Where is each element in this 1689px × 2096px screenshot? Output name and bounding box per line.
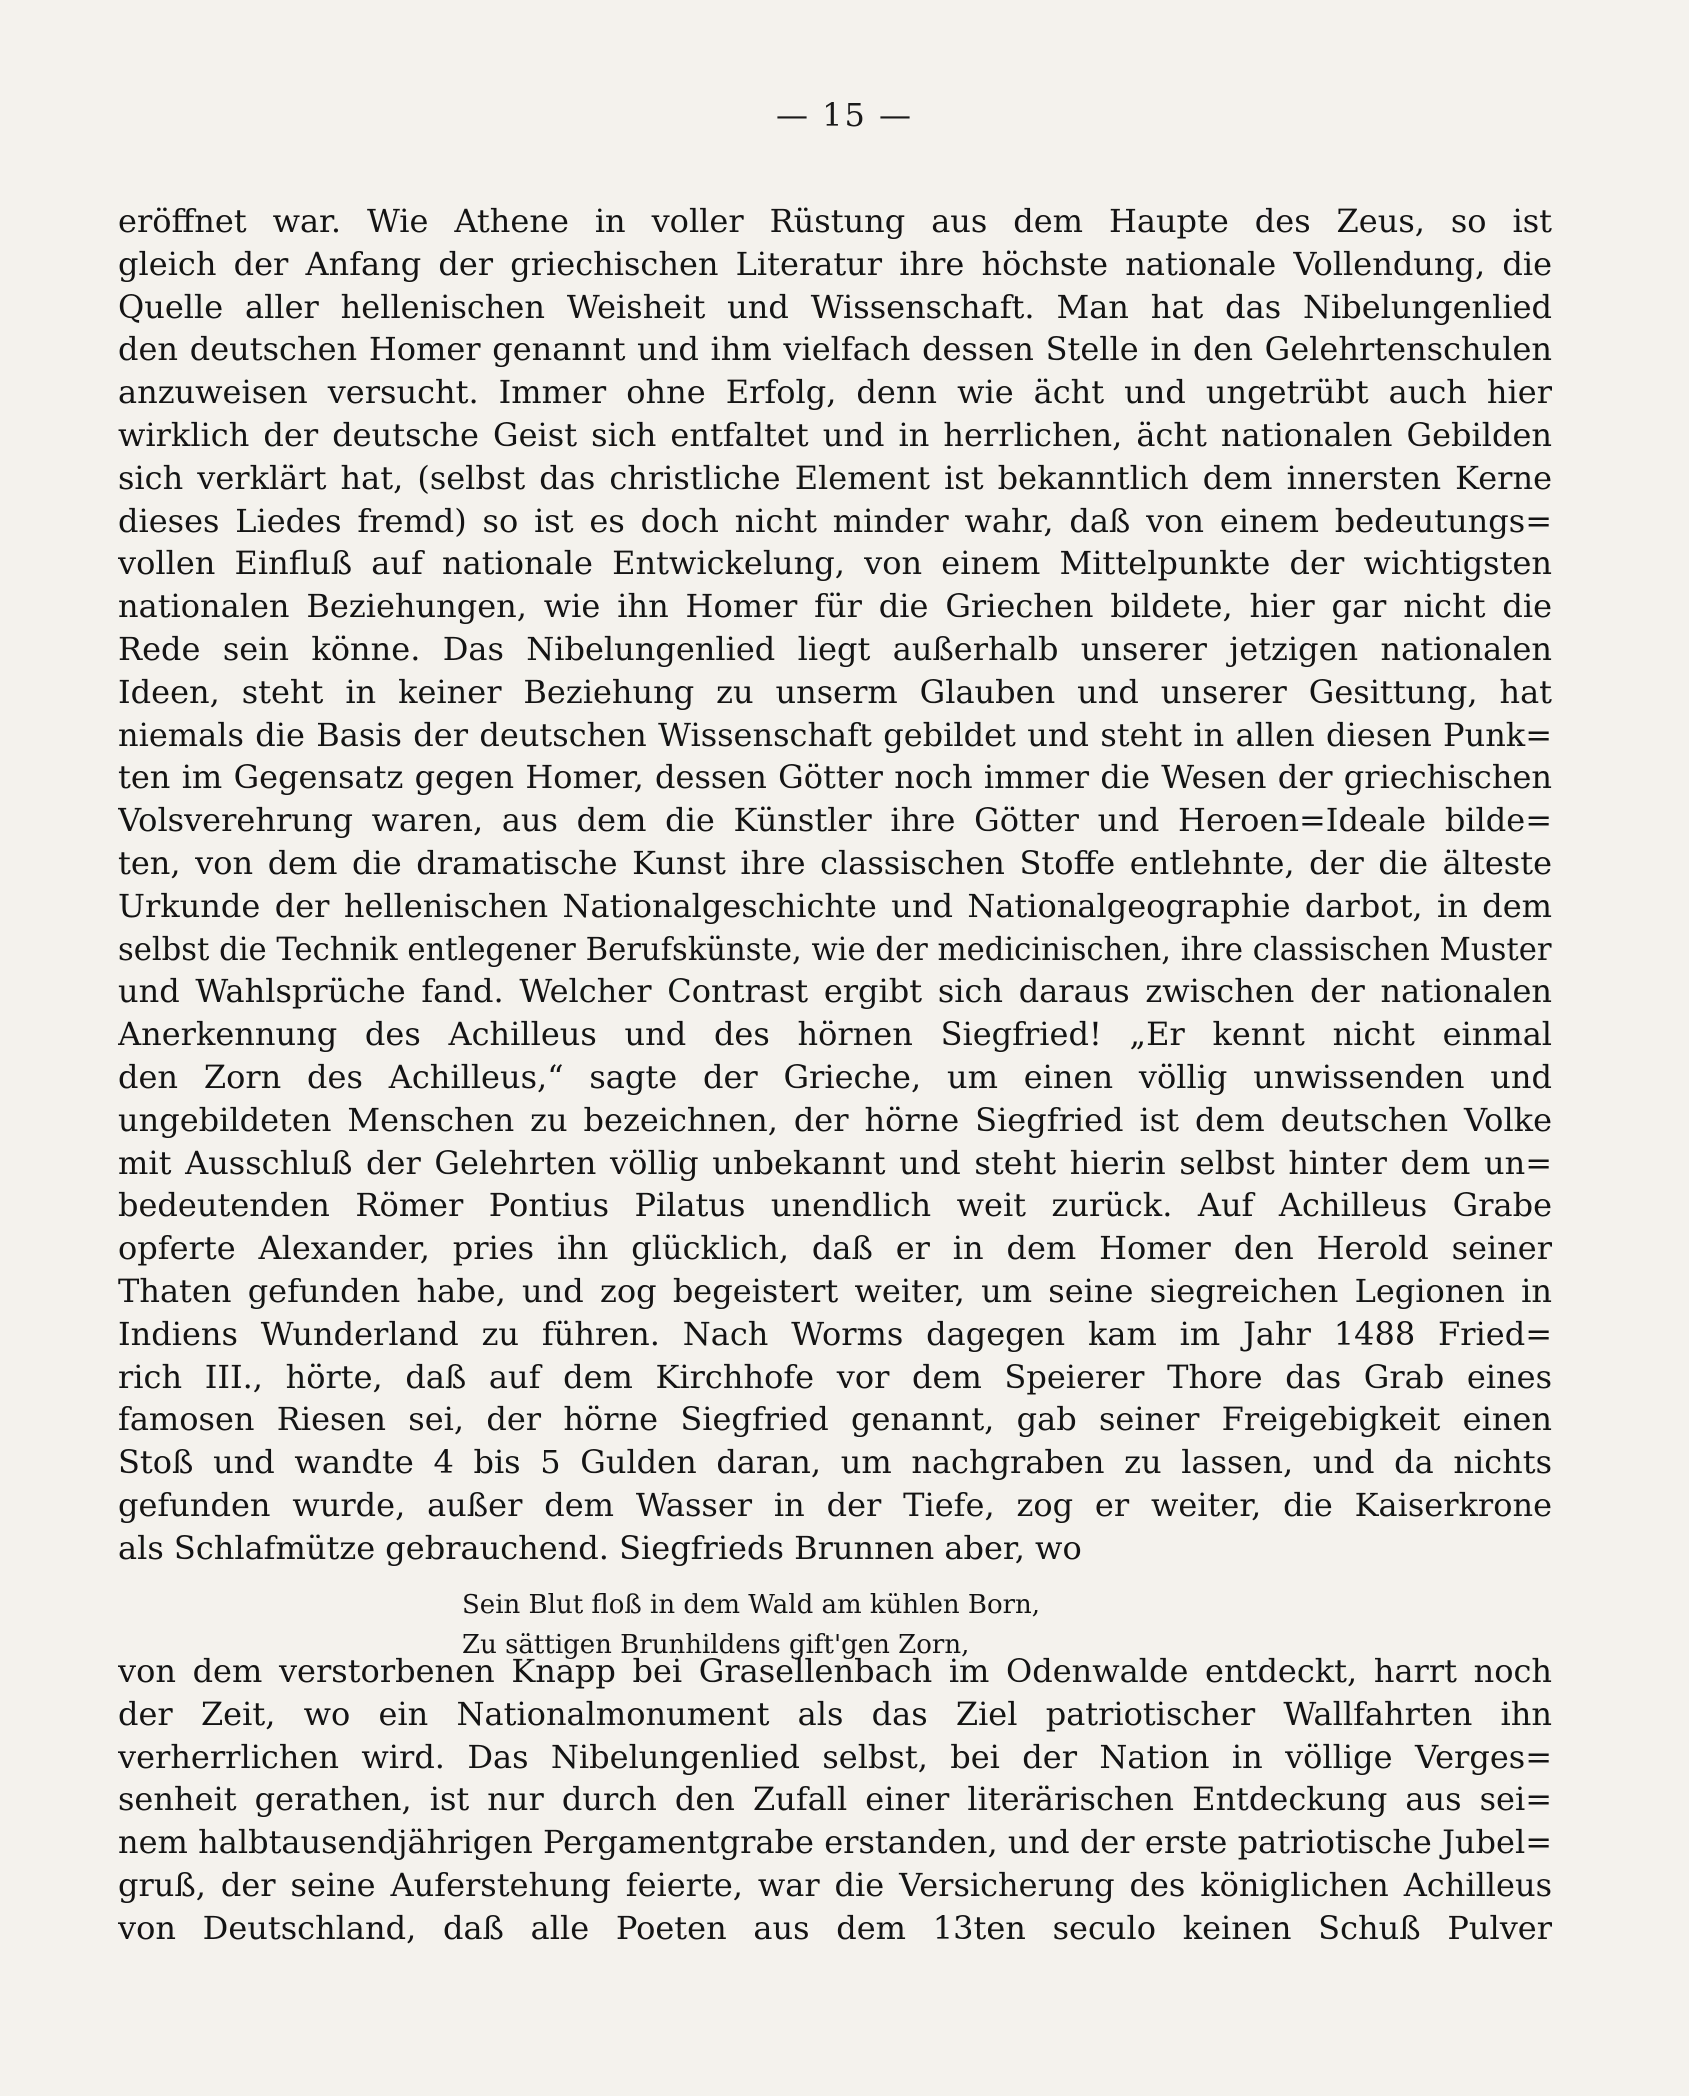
text-line: von dem verstorbenen Knapp bei Grasellenbach im Odenwalde entdeckt, harrt noch: [118, 1652, 1552, 1690]
text-line: gleich der Anfang der griechischen Literatur ihre höchste nationale Vollendung, die: [118, 244, 1552, 283]
text-line: opferte Alexander, pries ihn glücklich, daß er in dem Homer den Herold seiner: [118, 1229, 1552, 1268]
text-line: Thaten gefunden habe, und zog begeistert weiter, um seine siegreichen Legionen in: [118, 1271, 1552, 1310]
page-number: — 15 —: [775, 96, 914, 134]
text-line: von Deutschland, daß alle Poeten aus dem 13ten seculo keinen Schuß Pulver: [118, 1908, 1552, 1947]
text-line: Anerkennung des Achilleus und des hörnen Siegfried! „Er kennt nicht einmal: [118, 1015, 1552, 1054]
verse-line: Sein Blut floß in dem Wald am kühlen Born,: [462, 1590, 1041, 1620]
text-line: niemals die Basis der deutschen Wissenschaft gebildet und steht in allen diesen Punk=: [118, 715, 1552, 754]
text-line: den Zorn des Achilleus,“ sagte der Grieche, um einen völlig unwissenden und: [118, 1057, 1552, 1096]
verse-line: Zu sättigen Brunhildens gift'gen Zorn,: [462, 1630, 970, 1660]
text-line: famosen Riesen sei, der hörne Siegfried genannt, gab seiner Freigebigkeit einen: [118, 1400, 1552, 1439]
text-line: rich III., hörte, daß auf dem Kirchhofe vor dem Speierer Thore das Grab eines: [118, 1357, 1552, 1396]
text-line: vollen Einfluß auf nationale Entwickelung, von einem Mittelpunkte der wichtigsten: [118, 544, 1552, 583]
text-line: Rede sein könne. Das Nibelungenlied liegt außerhalb unserer jetzigen nationalen: [118, 629, 1552, 668]
paragraph-main: [118, 200, 1552, 1570]
text-line: Urkunde der hellenischen Nationalgeschichte und Nationalgeographie darbot, in dem: [118, 886, 1552, 925]
text-line: selbst die Technik entlegener Berufskünste, wie der medicinischen, ihre classischen Muster: [118, 929, 1552, 968]
text-line: Volsverehrung waren, aus dem die Künstler ihre Götter und Heroen=Ideale bilde=: [118, 801, 1552, 840]
text-line: eröffnet war. Wie Athene in voller Rüstung aus dem Haupte des Zeus, so ist: [118, 202, 1552, 240]
text-line: bedeutenden Römer Pontius Pilatus unendlich weit zurück. Auf Achilleus Grabe: [118, 1186, 1552, 1225]
text-line: anzuweisen versucht. Immer ohne Erfolg, denn wie ächt und ungetrübt auch hier: [118, 373, 1552, 412]
text-line: nationalen Beziehungen, wie ihn Homer für die Griechen bildete, hier gar nicht die: [118, 587, 1552, 626]
text-line: Indiens Wunderland zu führen. Nach Worms dagegen kam im Jahr 1488 Fried=: [118, 1314, 1552, 1353]
text-line: gefunden wurde, außer dem Wasser in der Tiefe, zog er weiter, die Kaiserkrone: [118, 1485, 1552, 1524]
text-line: mit Ausschluß der Gelehrten völlig unbekannt und steht hierin selbst hinter dem un=: [118, 1143, 1552, 1182]
text-line: senheit gerathen, ist nur durch den Zufall einer literärischen Entdeckung aus sei=: [118, 1780, 1552, 1819]
text-line: gruß, der seine Auferstehung feierte, war die Versicherung des königlichen Achilleus: [118, 1865, 1552, 1904]
text-line: ungebildeten Menschen zu bezeichnen, der hörne Siegfried ist dem deutschen Volke: [118, 1100, 1552, 1139]
text-line: Quelle aller hellenischen Weisheit und Wissenschaft. Man hat das Nibelungenlied: [118, 287, 1552, 326]
text-line: als Schlafmütze gebrauchend. Siegfrieds Brunnen aber, wo: [118, 1528, 1082, 1567]
text-line: ten, von dem die dramatische Kunst ihre classischen Stoffe entlehnte, der die älteste: [118, 843, 1552, 882]
text-line: dieses Liedes fremd) so ist es doch nicht minder wahr, daß von einem bedeutungs=: [118, 501, 1552, 540]
text-line: ten im Gegensatz gegen Homer, dessen Götter noch immer die Wesen der griechischen: [118, 758, 1552, 797]
text-line: wirklich der deutsche Geist sich entfaltet und in herrlichen, ächt nationalen Gebilden: [118, 415, 1552, 454]
text-line: der Zeit, wo ein Nationalmonument als das Ziel patriotischer Wallfahrten ihn: [118, 1694, 1552, 1733]
text-line: den deutschen Homer genannt und ihm vielfach dessen Stelle in den Gelehrtenschulen: [118, 330, 1552, 369]
text-line: Ideen, steht in keiner Beziehung zu unserm Glauben und unserer Gesittung, hat: [118, 672, 1552, 711]
text-line: und Wahlsprüche fand. Welcher Contrast ergibt sich daraus zwischen der nationalen: [118, 972, 1552, 1011]
text-line: sich verklärt hat, (selbst das christliche Element ist bekanntlich dem innersten Kerne: [118, 458, 1552, 497]
text-line: verherrlichen wird. Das Nibelungenlied selbst, bei der Nation in völlige Verges=: [118, 1737, 1552, 1776]
paragraph-continuation: [118, 1650, 1552, 1950]
text-line: Stoß und wandte 4 bis 5 Gulden daran, um nachgraben zu lassen, und da nichts: [118, 1443, 1552, 1482]
text-line: nem halbtausendjährigen Pergamentgrabe erstanden, und der erste patriotische Jubel=: [118, 1823, 1552, 1862]
